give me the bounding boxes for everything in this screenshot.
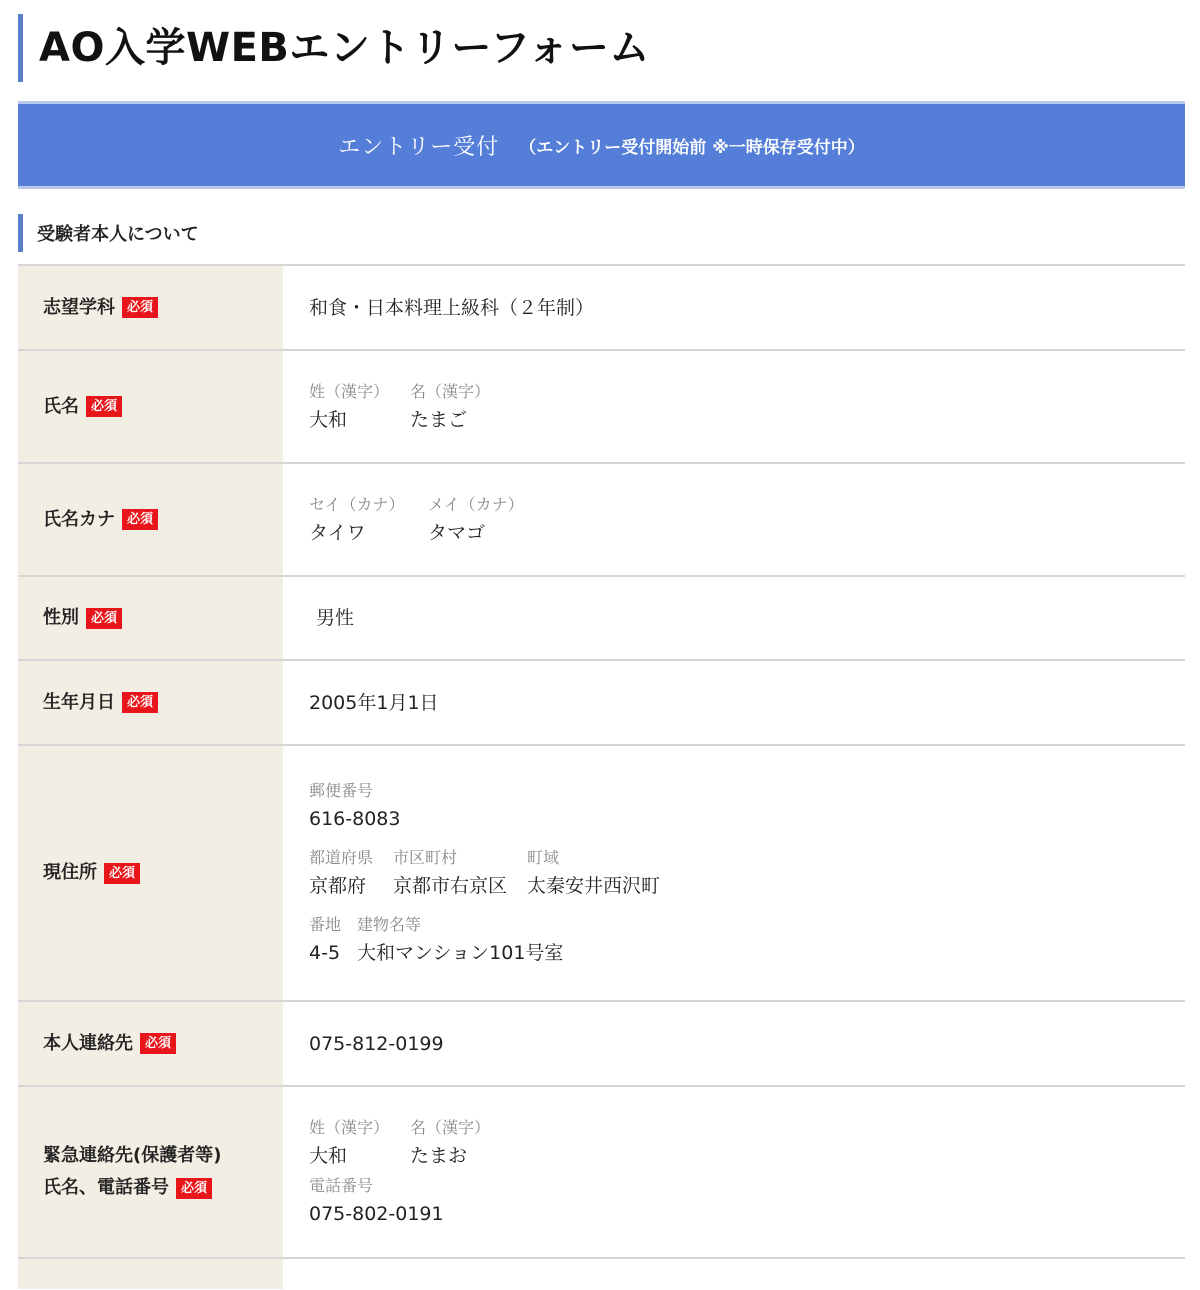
entry-status-note: （エントリー受付開始前 ※一時保存受付中） [519,137,865,158]
town-value: 太秦安井西沢町 [527,875,661,897]
row-phone [18,1002,1185,1087]
label-cell [18,1087,283,1257]
emergency-first-name-label: 名（漢字） [410,1118,491,1137]
label-cell [18,351,283,462]
banchi-label: 番地 [309,915,342,934]
last-name-label: 姓（漢字） [309,381,390,401]
prefecture-field [309,847,393,899]
city-label: 市区町村 [393,848,458,867]
birthdate-label: 生年月日 [43,691,115,713]
required-badge: 必須 [122,692,158,713]
page-title: AO入学WEBエントリーフォーム [18,14,650,82]
value-cell [283,464,1185,575]
first-kana-value: タマゴ [428,521,486,544]
value-cell [283,1087,1185,1257]
emergency-tel-label: 電話番号 [309,1176,374,1195]
prefecture-value: 京都府 [309,875,367,897]
postal-field [309,780,1185,832]
prefecture-label: 都道府県 [309,848,374,867]
form-table [18,264,1185,1289]
value-cell [283,746,1185,1000]
required-badge: 必須 [122,297,158,318]
emergency-tel-field [309,1175,1185,1227]
row-name [18,351,1185,464]
name-label: 氏名 [43,395,79,417]
street-fields [309,914,1185,966]
row-name-kana [18,464,1185,577]
last-name-value: 大和 [309,408,348,431]
name-fields [309,381,1185,433]
row-next-partial [18,1259,1185,1289]
building-value: 大和マンション101号室 [357,942,564,964]
town-field [527,847,660,899]
course-label: 志望学科 [43,296,115,318]
banchi-field [309,914,357,966]
first-kana-field [428,494,524,546]
gender-label: 性別 [43,607,79,628]
required-badge: 必須 [140,1033,176,1054]
emergency-tel-value: 075-802-0191 [309,1203,444,1225]
address-fields [309,847,1185,899]
value-cell [283,577,1185,659]
label-cell [18,746,283,1000]
section-heading: 受験者本人について [18,214,199,252]
first-name-field [410,381,490,433]
first-name-label: 名（漢字） [410,381,491,401]
required-badge: 必須 [86,396,122,417]
address-label: 現住所 [43,862,97,883]
city-value: 京都市右京区 [393,875,508,897]
emergency-first-name-field [410,1117,490,1169]
last-name-field [309,381,410,433]
required-badge: 必須 [104,863,140,884]
required-badge: 必須 [86,608,122,629]
phone-value: 075-812-0199 [309,1032,444,1055]
label-cell [18,577,283,659]
postal-value: 616-8083 [309,808,401,830]
label-cell [18,661,283,744]
value-cell [283,661,1185,744]
label-cell [18,464,283,575]
emergency-last-name-field [309,1117,410,1169]
emergency-last-name-label: 姓（漢字） [309,1118,390,1137]
town-label: 町域 [527,848,560,867]
gender-value: 男性 [316,607,355,629]
value-cell [283,1002,1185,1085]
entry-status-banner [18,101,1185,189]
city-field [393,847,527,899]
course-value: 和食・日本料理上級科（２年制） [309,296,595,319]
emergency-label-line2-wrap [43,1172,221,1204]
emergency-label-line2: 氏名、電話番号 [43,1177,169,1198]
emergency-last-name-value: 大和 [309,1145,348,1167]
row-course [18,266,1185,351]
required-badge: 必須 [122,509,158,530]
entry-status-title: エントリー受付 [338,134,500,160]
building-label: 建物名等 [357,915,422,934]
birthdate-value: 2005年1月1日 [309,691,439,714]
building-field [357,914,563,966]
emergency-name-fields [309,1117,1185,1169]
last-kana-label: セイ（カナ） [309,494,405,514]
label-cell [18,266,283,349]
row-emergency-contact [18,1087,1185,1259]
first-kana-label: メイ（カナ） [428,494,524,514]
value-cell [283,351,1185,462]
emergency-label-line1: 緊急連絡先(保護者等) [43,1145,222,1166]
required-badge: 必須 [176,1178,212,1199]
last-kana-field [309,494,428,546]
first-name-value: たまご [410,408,468,431]
banchi-value: 4-5 [309,942,341,964]
postal-label: 郵便番号 [309,781,374,800]
emergency-first-name-value: たまお [410,1145,468,1167]
label-cell [18,1002,283,1085]
row-gender [18,577,1185,661]
last-kana-value: タイワ [309,521,366,544]
label-cell [18,1259,283,1289]
row-birthdate [18,661,1185,746]
value-cell [283,1259,1185,1289]
emergency-label [43,1140,221,1204]
kana-fields [309,494,1185,546]
row-address [18,746,1185,1002]
kana-label: 氏名カナ [43,508,115,530]
value-cell [283,266,1185,349]
phone-label: 本人連絡先 [43,1032,133,1054]
